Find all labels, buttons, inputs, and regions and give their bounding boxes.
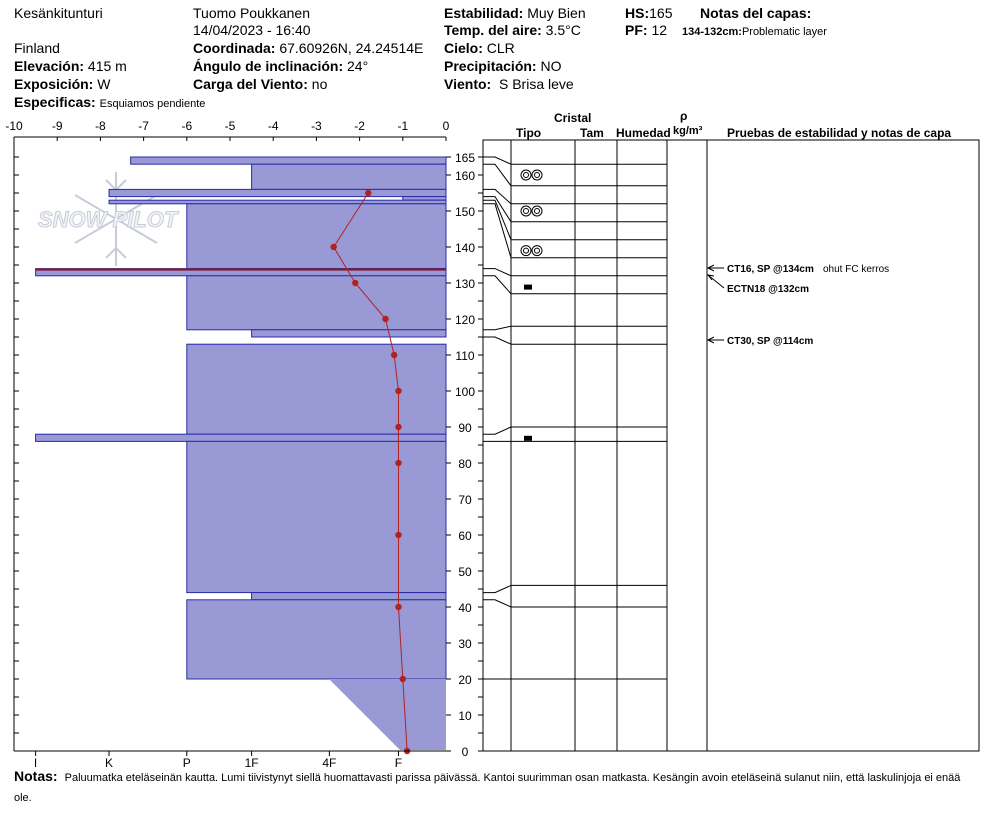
layer-connector [483, 200, 511, 240]
temperature-axis [5, 119, 449, 141]
observation-datetime: 14/04/2023 - 16:40 [193, 22, 311, 38]
height-tick-label: 80 [458, 457, 472, 471]
tam-header: Tam [580, 126, 604, 140]
height-tick-label: 120 [454, 313, 476, 327]
layer-connector [483, 326, 511, 330]
layer-table-frame [483, 140, 979, 751]
temperature-tick-label: -2 [354, 119, 365, 133]
temperature-point [382, 316, 388, 322]
watermark-text: SNOW PILOT [38, 207, 178, 232]
temperature-tick-label: -3 [311, 119, 322, 133]
temperature-point [352, 280, 358, 286]
height-tick-label: 10 [458, 709, 472, 723]
hardness-layer [109, 200, 446, 204]
temperature-point [395, 604, 401, 610]
sky-value: CLR [486, 40, 515, 56]
elevation-label: Elevación: [14, 58, 85, 74]
height-tick-label: 165 [454, 151, 476, 165]
temperature-tick-label: -6 [181, 119, 193, 133]
hardness-layer [131, 157, 446, 164]
grain-marks [521, 170, 542, 441]
layer-connector [483, 157, 511, 164]
height-tick-label: 0 [461, 745, 469, 759]
wind-value: S Brisa leve [498, 76, 574, 92]
hardness-tick-label: 1F [244, 756, 259, 770]
height-tick-label: 60 [458, 529, 472, 543]
test-ct16 [708, 264, 889, 275]
temperature-point [330, 244, 336, 250]
pf-value: 12 [651, 22, 668, 38]
hardness-tick-label: K [105, 756, 114, 770]
location-name: Kesänkitunturi [14, 5, 103, 21]
layer-note-text: Problematic layer [741, 26, 827, 38]
specifics-value: Esquiamos pendiente [99, 98, 206, 110]
coordinate-label: Coordinada: [193, 40, 276, 56]
height-tick-label: 110 [455, 349, 475, 363]
test-ct30 [708, 336, 813, 347]
rounded-grain-icon [524, 209, 529, 214]
test-note: ohut FC kerros [823, 264, 890, 275]
stability-value: Muy Bien [527, 5, 586, 21]
hardness-layer [187, 600, 446, 679]
hardness-layers [36, 157, 446, 679]
layer-connector [483, 585, 511, 592]
height-tick-label: 70 [458, 493, 472, 507]
layer-note-depth: 134-132cm: [682, 26, 742, 38]
hardness-layer [187, 276, 446, 330]
temperature-tick-label: 0 [442, 119, 450, 133]
air-temp-label: Temp. del aire: [444, 22, 542, 38]
humedad-header: Humedad [616, 126, 671, 140]
slope-value: 24° [347, 58, 369, 74]
elevation-value: 415 m [87, 58, 127, 74]
height-tick-label: 30 [458, 637, 472, 651]
rounded-grain-icon [521, 170, 531, 180]
rounded-grain-icon [535, 209, 540, 214]
hardness-layer [187, 344, 446, 434]
temperature-tick-label: -9 [51, 119, 63, 133]
height-tick-label: 100 [454, 385, 476, 399]
coordinate-value: 67.60926N, 24.24514E [279, 40, 424, 56]
temperature-point [365, 190, 371, 196]
hardness-layer [36, 434, 446, 441]
air-temp-value: 3.5°C [545, 22, 581, 38]
height-axis [446, 151, 483, 759]
temperature-point [395, 424, 401, 430]
density-unit-header: kg/m³ [673, 125, 703, 137]
wind-label: Viento: [444, 76, 492, 92]
height-tick-label: 160 [454, 169, 476, 183]
aspect-label: Exposición: [14, 76, 94, 92]
hardness-layer [187, 204, 446, 269]
crust-grain-icon [524, 285, 532, 290]
cristal-header: Cristal [554, 111, 592, 125]
notes-block [14, 766, 974, 808]
crust-grain-icon [524, 436, 532, 441]
test-label: ECTN18 @132cm [727, 284, 810, 295]
layer-connector [483, 600, 511, 607]
wind-load-label: Carga del Viento: [193, 76, 308, 92]
height-tick-label: 140 [454, 241, 476, 255]
layer-connector [483, 337, 511, 344]
hardness-layer [252, 593, 446, 600]
test-label: CT16, SP @134cm [727, 264, 814, 275]
temperature-tick-label: -8 [95, 119, 106, 133]
temperature-tick-label: -7 [138, 119, 149, 133]
rounded-grain-icon [532, 246, 542, 256]
temperature-tick-label: -10 [5, 119, 23, 133]
rounded-grain-icon [524, 248, 529, 253]
tipo-header: Tipo [516, 126, 542, 140]
tests-header: Pruebas de estabilidad y notas de capa [727, 126, 952, 140]
rounded-grain-icon [521, 246, 531, 256]
rounded-grain-icon [521, 206, 531, 216]
height-tick-label: 90 [458, 421, 472, 435]
snowpilot-watermark [38, 172, 179, 266]
height-tick-label: 130 [454, 277, 476, 291]
temperature-point [400, 676, 406, 682]
wind-load-value: no [311, 76, 328, 92]
layer-connector [483, 269, 511, 276]
height-tick-label: 150 [454, 205, 476, 219]
rho-header: ρ [680, 109, 688, 123]
hardness-layer [252, 164, 446, 189]
sky-label: Cielo: [444, 40, 483, 56]
temperature-point [395, 532, 401, 538]
aspect-value: W [97, 76, 111, 92]
country: Finland [14, 40, 60, 56]
pf-label: PF: [625, 22, 648, 38]
rounded-grain-icon [535, 248, 540, 253]
rounded-grain-icon [524, 173, 529, 178]
notes-label: Notas: [14, 768, 58, 784]
layer-connector [483, 204, 511, 258]
hardness-tick-label: F [394, 756, 403, 770]
temperature-point [391, 352, 397, 358]
temperature-tick-label: -1 [397, 119, 409, 133]
rounded-grain-icon [532, 206, 542, 216]
rounded-grain-icon [532, 170, 542, 180]
hardness-tick-label: P [182, 756, 191, 770]
layer-connector [483, 276, 511, 294]
temperature-tick-label: -5 [224, 119, 236, 133]
height-tick-label: 50 [458, 565, 472, 579]
precip-label: Precipitación: [444, 58, 537, 74]
observer-name: Tuomo Poukkanen [193, 5, 310, 21]
hardness-layer [403, 197, 446, 201]
left-tick-marks [14, 157, 19, 751]
test-label: CT30, SP @114cm [727, 336, 814, 347]
specifics-label: Especificas: [14, 94, 96, 110]
layer-connector [483, 164, 511, 186]
temperature-tick-label: -4 [267, 119, 279, 133]
test-arrow [708, 275, 724, 288]
hardness-tick-label: I [33, 756, 38, 770]
hardness-tick-label: 4F [322, 756, 337, 770]
hardness-layer [109, 189, 446, 196]
temperature-point [395, 460, 401, 466]
hardness-layer [187, 441, 446, 592]
height-tick-label: 20 [458, 673, 472, 687]
temperature-point [395, 388, 401, 394]
stability-label: Estabilidad: [444, 5, 524, 21]
hs-label: HS: [625, 5, 650, 21]
height-tick-label: 40 [458, 601, 472, 615]
test-ectn18 [708, 275, 809, 295]
slope-label: Ángulo de inclinación: [193, 58, 344, 74]
precip-value: NO [540, 58, 562, 74]
layer-notes-label: Notas del capas: [700, 5, 812, 21]
hardness-base-triangle [329, 679, 446, 750]
notes-text: Paluumatka eteläseinän kautta. Lumi tiivistynyt siellä huomattavasti parissa päivässä. Kantoi suurimman osan matkasta. Kesängin avoin eteläseinä sulanut niin, että laskulinjoja ei enää ole. [14, 772, 961, 804]
rounded-grain-icon [535, 173, 540, 178]
layer-connector [483, 427, 511, 434]
hs-value: 165 [649, 5, 673, 21]
hardness-layer [252, 330, 446, 337]
